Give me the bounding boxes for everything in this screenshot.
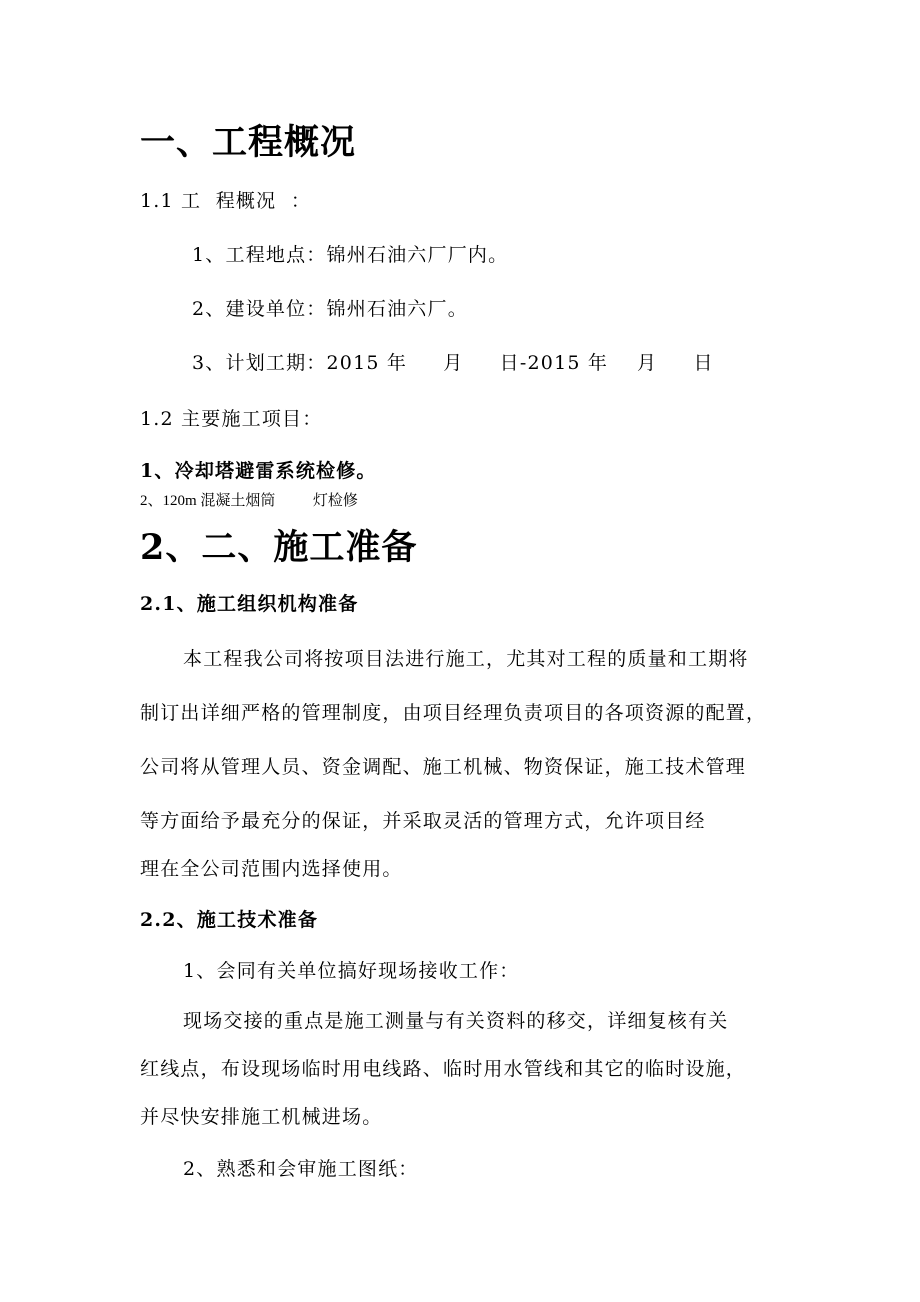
list-item-project-location: 1、工程地点：锦州石油六厂厂内。 xyxy=(192,244,509,266)
paragraph-line: 理在全公司范围内选择使用。 xyxy=(140,858,403,880)
list-item-cooling-tower: 1、冷却塔避雷系统检修。 xyxy=(140,460,377,482)
subsection-heading-2-2: 2.2、施工技术准备 xyxy=(140,909,319,931)
list-item-site-handover: 1、会同有关单位搞好现场接收工作： xyxy=(183,960,520,982)
list-item-construction-unit: 2、建设单位：锦州石油六厂。 xyxy=(192,298,468,320)
paragraph-line: 红线点，布设现场临时用电线路、临时用水管线和其它的临时设施， xyxy=(140,1058,747,1080)
list-item-chimney: 2、120m 混凝土烟筒 灯检修 xyxy=(140,493,358,509)
paragraph-line: 并尽快安排施工机械进场。 xyxy=(140,1106,383,1128)
paragraph-line: 公司将从管理人员、资金调配、施工机械、物资保证，施工技术管理 xyxy=(140,756,747,778)
list-item-drawing-review: 2、熟悉和会审施工图纸： xyxy=(183,1158,419,1180)
paragraph-line: 本工程我公司将按项目法进行施工，尤其对工程的质量和工期将 xyxy=(183,648,749,670)
subsection-heading-2-1: 2.1、施工组织机构准备 xyxy=(140,593,359,615)
list-item-planned-schedule: 3、计划工期：2015 年 月 日-2015 年 月 日 xyxy=(192,352,714,374)
section-heading-preparation: 2、二、施工准备 xyxy=(140,527,418,568)
subsection-heading-1-1: 1.1 工 程概况 ： xyxy=(140,190,312,212)
paragraph-line: 现场交接的重点是施工测量与有关资料的移交，详细复核有关 xyxy=(183,1010,729,1032)
paragraph-line: 等方面给予最充分的保证，并采取灵活的管理方式，允许项目经 xyxy=(140,810,706,832)
subsection-heading-1-2: 1.2 主要施工项目： xyxy=(140,408,323,430)
section-heading-overview: 一、工程概况 xyxy=(140,122,357,163)
paragraph-line: 制订出详细严格的管理制度，由项目经理负责项目的各项资源的配置， xyxy=(140,702,767,724)
